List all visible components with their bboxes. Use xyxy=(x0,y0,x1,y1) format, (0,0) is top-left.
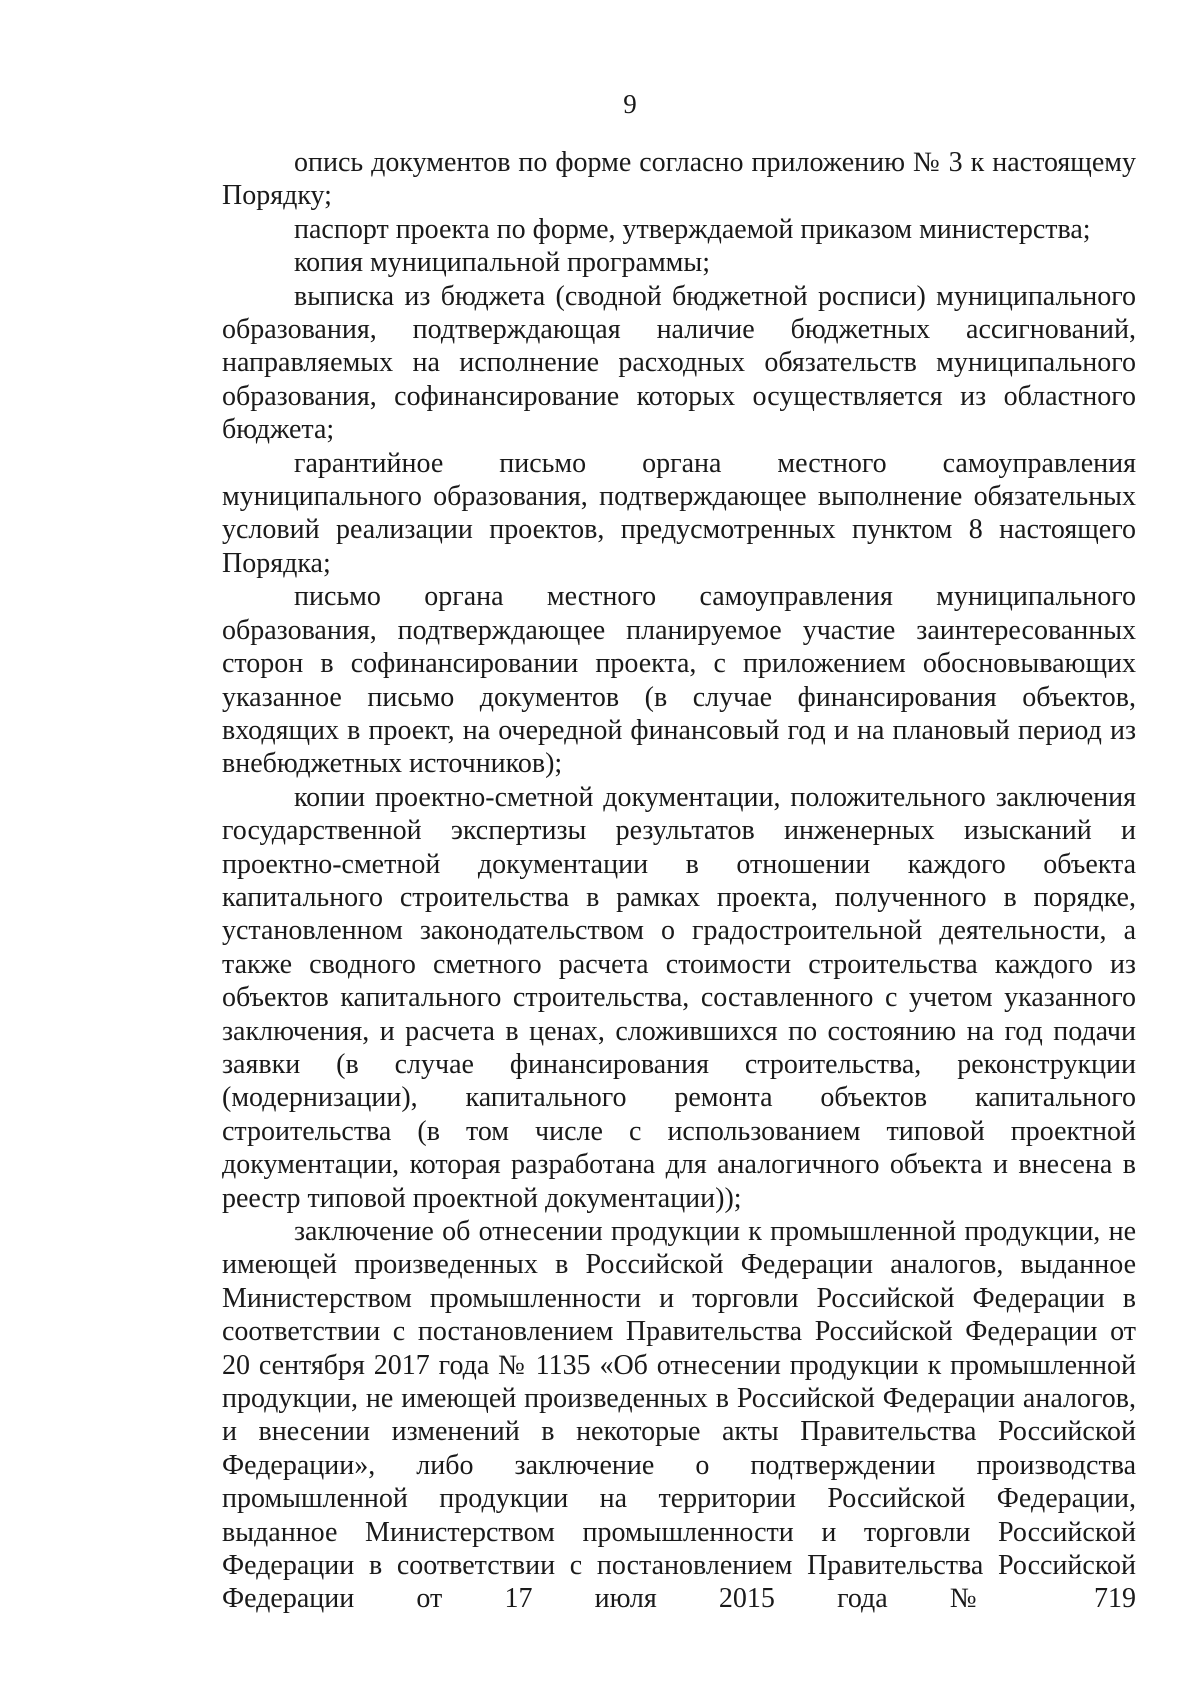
paragraph-industrial-conclusion: заключение об отнесении продукции к промышленной продукции, не имеющей произведенных в Российской Федерации аналогов, выданное Министерством промышленности и торговли Российской Федерации в соответствии с постановлением Правительства Российской Федерации от 20 сентября 2017 года № 1135 «Об отнесении продукции к промышленной продукции, не имеющей произведенных в Российской Федерации аналогов, и внесении изменений в некоторые акты Правительства Российской Федерации», либо заключение о подтверждении производства промышленной продукции на территории Российской Федерации, выданное Министерством промышленности и торговли Российской Федерации в соответствии с постановлением Правительства Российской Федерации от 17 июля 2015 года № 719 xyxy=(222,1216,1136,1615)
paragraph-inventory: опись документов по форме согласно приложению № 3 к настоящему Порядку; xyxy=(222,147,1136,212)
paragraph-participation-letter: письмо органа местного самоуправления муниципального образования, подтверждающее планируемое участие заинтересованных сторон в софинансировании проекта, с приложением обосновывающих указанное письмо документов (в случае финансирования объектов, входящих в проект, на очередной финансовый год и на плановый период из внебюджетных источников); xyxy=(222,581,1136,780)
paragraph-guarantee-letter: гарантийное письмо органа местного самоуправления муниципального образования, подтверждающее выполнение обязательных условий реализации проектов, предусмотренных пунктом 8 настоящего Порядка; xyxy=(222,447,1136,579)
paragraph-design-documentation: копии проектно-сметной документации, положительного заключения государственной экспертизы результатов инженерных изысканий и проектно-сметной документации в отношении каждого объекта капитального строительства в рамках проекта, полученного в порядке, установленном законодательством о градостроительной деятельности, а также сводного сметного расчета стоимости строительства каждого из объектов капитального строительства, составленного с учетом указанного заключения, и расчета в ценах, сложившихся по состоянию на год подачи заявки (в случае финансирования строительства, реконструкции (модернизации), капитального ремонта объектов капитального строительства (в том числе с использованием типовой проектной документации, которая разработана для аналогичного объекта и внесена в реестр типовой проектной документации)); xyxy=(222,781,1136,1214)
page-number: 9 xyxy=(623,89,637,119)
document-body xyxy=(222,146,1136,1616)
paragraph-budget-extract: выписка из бюджета (сводной бюджетной росписи) муниципального образования, подтверждающая наличие бюджетных ассигнований, направляемых на исполнение расходных обязательств муниципального образования, софинансирование которых осуществляется из областного бюджета; xyxy=(222,280,1136,446)
paragraph-program-copy: копия муниципальной программы; xyxy=(294,247,710,279)
paragraph-project-passport: паспорт проекта по форме, утверждаемой приказом министерства; xyxy=(294,213,1091,245)
